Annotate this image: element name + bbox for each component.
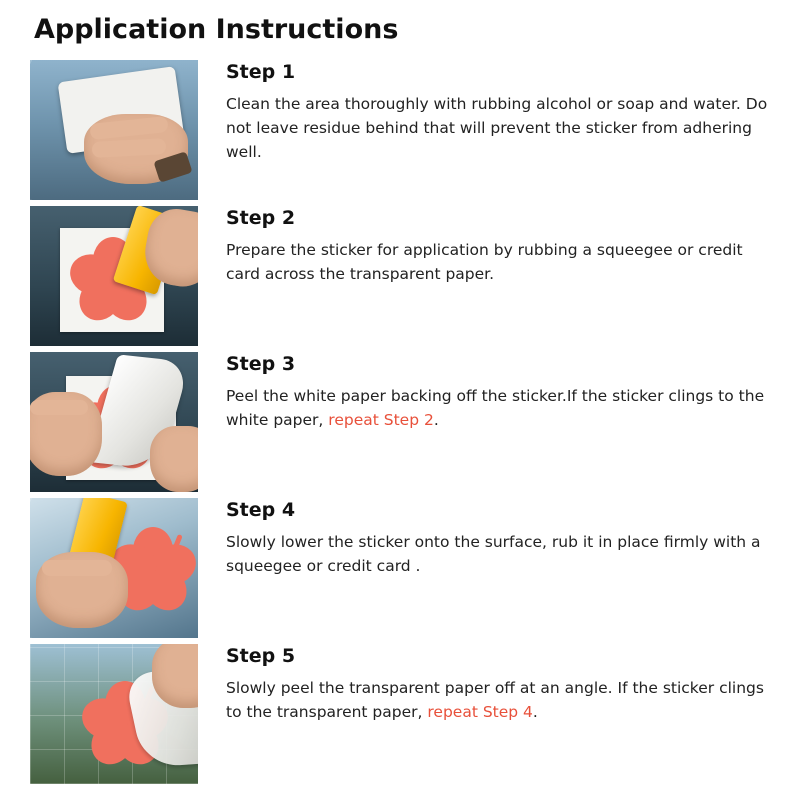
step-body-main: Clean the area thoroughly with rubbing alcohol or soap and water. Do not leave residue behind that will prevent the sticker from adhering well.	[226, 95, 768, 162]
steps-list	[30, 60, 770, 790]
step-body-tail: .	[532, 703, 538, 722]
step-body	[226, 238, 770, 286]
step-image-4	[30, 498, 198, 638]
step-image-3	[30, 352, 198, 492]
step-text-4	[198, 498, 770, 578]
step-text-3	[198, 352, 770, 432]
step-body	[226, 92, 770, 164]
step-body-accent: repeat Step 4	[427, 703, 533, 722]
step-body-main: Prepare the sticker for application by rubbing a squeegee or credit card across the transparent paper.	[226, 241, 743, 284]
step-title: Step 5	[226, 645, 296, 668]
step-image-1	[30, 60, 198, 200]
step-body-accent: repeat Step 2	[328, 411, 434, 430]
list-item	[30, 644, 770, 784]
step-body-main: Slowly peel the transparent paper off at an angle. If the sticker clings to the transparent paper,	[226, 679, 764, 722]
step-body	[226, 384, 770, 432]
list-item	[30, 352, 770, 492]
step-title: Step 3	[226, 353, 296, 376]
step-text-1	[198, 60, 770, 164]
step-title: Step 2	[226, 207, 296, 230]
list-item	[30, 206, 770, 346]
list-item	[30, 498, 770, 638]
step-title: Step 4	[226, 499, 296, 522]
finger-icon	[42, 560, 112, 576]
step-text-2	[198, 206, 770, 286]
step-body-main: Peel the white paper backing off the sticker.If the sticker clings to the white paper,	[226, 387, 765, 430]
list-item	[30, 60, 770, 200]
step-image-5	[30, 644, 198, 784]
finger-icon	[30, 400, 88, 415]
step-body	[226, 530, 770, 578]
step-title: Step 1	[226, 61, 296, 84]
page-title: Application Instructions	[34, 14, 399, 45]
step-body-tail: .	[433, 411, 439, 430]
step-image-2	[30, 206, 198, 346]
step-text-5	[198, 644, 770, 724]
step-body	[226, 676, 770, 724]
hand-icon	[150, 426, 198, 492]
step-body-main: Slowly lower the sticker onto the surface, rub it in place firmly with a squeegee or credit card .	[226, 533, 761, 576]
